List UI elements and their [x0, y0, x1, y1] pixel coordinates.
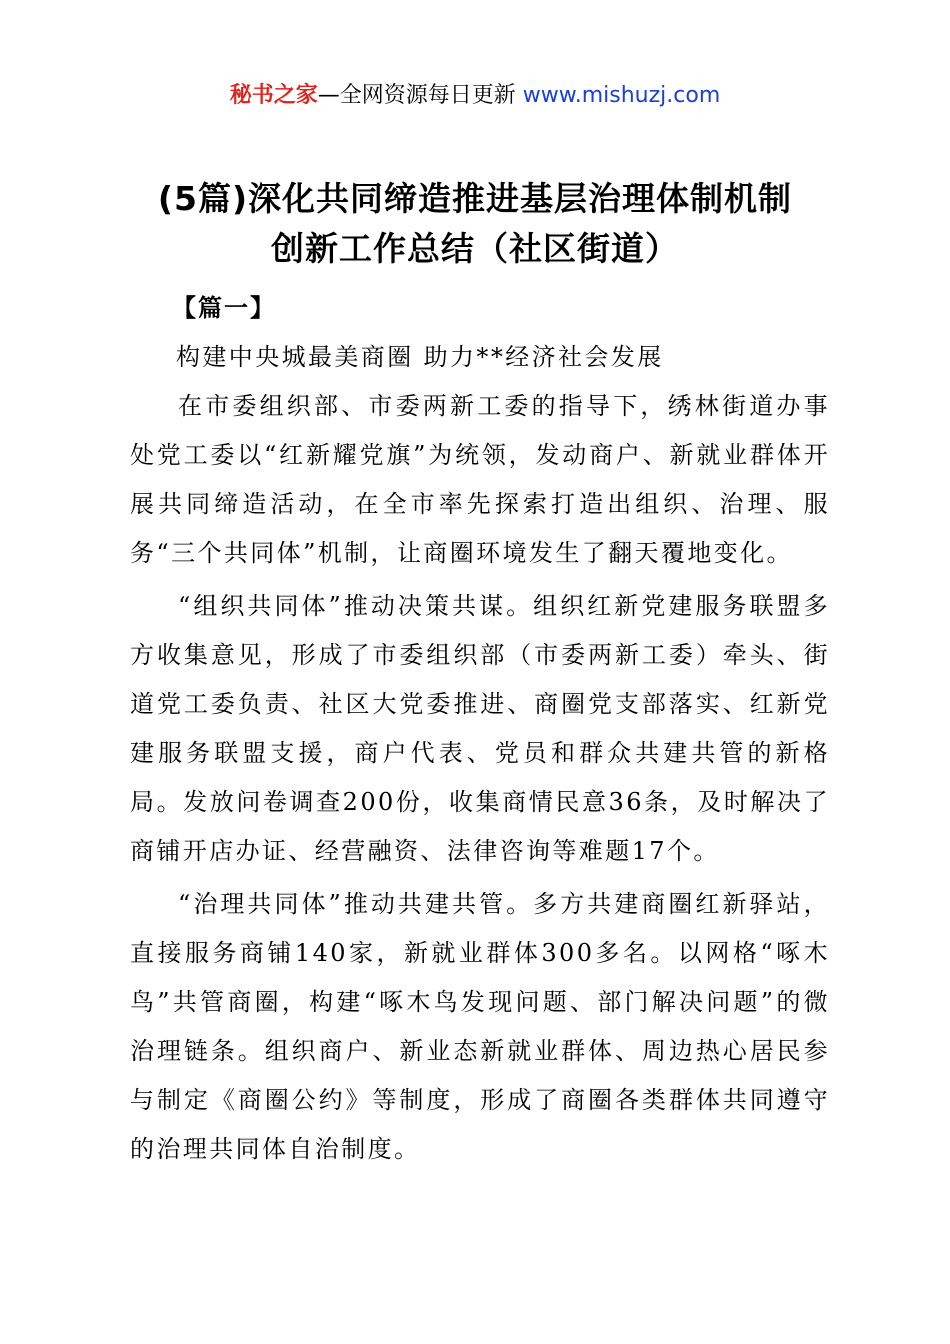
site-header	[0, 80, 950, 112]
site-url-link[interactable]: www.mishuzj.com	[522, 83, 721, 108]
section-subtitle: 构建中央城最美商圈 助力**经济社会发展	[176, 343, 664, 371]
document-title-line-2: 创新工作总结（社区街道）	[271, 229, 679, 268]
body-paragraph-2: “组织共同体”推动决策共谋。组织红新党建服务联盟多方收集意见，形成了市委组织部（市委两新工委）牵头、街道党工委负责、社区大党委推进、商圈党支部落实、红新党建服务联盟支援，商户代表、党员和群众共建共管的新格局。发放问卷调查200份，收集商情民意36条，及时解决了商铺开店办证、经营融资、法律咨询等难题17个。	[130, 592, 830, 865]
body-paragraph-1: 在市委组织部、市委两新工委的指导下，绣林街道办事处党工委以“红新耀党旗”为统领，发动商户、新就业群体开展共同缔造活动，在全市率先探索打造出组织、治理、服务“三个共同体”机制，让商圈环境发生了翻天覆地变化。	[130, 392, 830, 567]
section-marker: 【篇一】	[172, 294, 276, 322]
document-title-line-1: (5篇)深化共同缔造推进基层治理体制机制	[157, 179, 793, 218]
body-paragraph-3: “治理共同体”推动共建共管。多方共建商圈红新驿站，直接服务商铺140家，新就业群体300多名。以网格“啄木鸟”共管商圈，构建“啄木鸟发现问题、部门解决问题”的微治理链条。组织商户、新业态新就业群体、周边热心居民参与制定《商圈公约》等制度，形成了商圈各类群体共同遵守的治理共同体自治制度。	[130, 890, 830, 1163]
site-brand: 秘书之家	[229, 83, 318, 108]
site-tagline: —全网资源每日更新	[317, 83, 523, 108]
document-title	[90, 174, 860, 274]
document-body	[130, 284, 830, 1174]
